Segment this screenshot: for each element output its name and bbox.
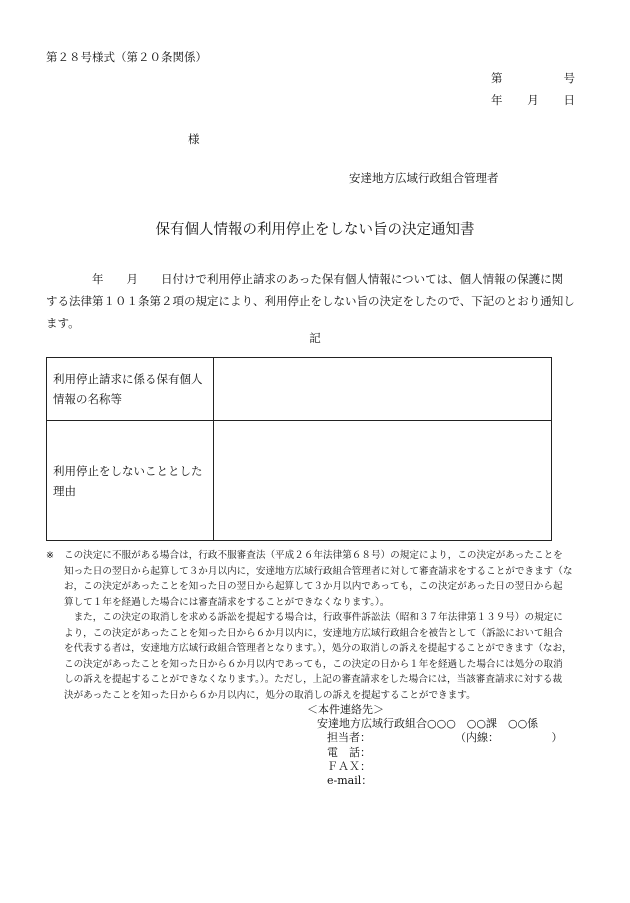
contact-phone-row [303,746,563,760]
sender-name: 安達地方広域行政組合管理者 [349,171,499,185]
row1-label-line1: 利用停止請求に係る保有個人 [53,372,203,386]
note-line: 決があったことを知った日から６か月以内に，処分の取消しの訴えを提起することができます。 [64,689,476,701]
row1-value[interactable] [214,358,552,421]
note-text: この決定に不服がある場合は，行政不服審査法（平成２６年法律第６８号）の規定により，この決定があったことを [64,550,563,561]
row2-label-line1: 利用停止をしないこととした [53,463,203,478]
contact-block [303,703,563,788]
body-paragraph [46,268,586,334]
contact-email-row [303,774,563,788]
note-line: を代表する者は，安達地方広域行政組合管理者となります。），処分の取消しの訴えを提起することができます（なお， [64,643,572,654]
document-number [491,70,575,86]
note-line [46,548,591,564]
fax-label: ＦＡＸ： [327,759,371,773]
table-row [47,358,552,421]
notes-section [46,548,591,703]
issue-date [491,92,575,108]
doc-number-label: 第 [491,71,503,85]
body-line: ます。 [46,316,80,330]
contact-person-row [303,731,563,745]
person-label: 担当者： [327,731,371,745]
phone-label: 電 話： [327,745,371,759]
contact-org: 安達地方広域行政組合○○○ ○○課 ○○係 [317,717,539,731]
note-line: 知った日の翌日から起算して３か月以内に，安達地方広域行政組合管理者に対して審査請求をすることができます（な [64,565,573,577]
row2-label-line2: 理由 [53,483,76,498]
body-line: する法律第１０１条第２項の規定により、利用停止をしない旨の決定をしたので、下記のとおり通知し [46,294,575,308]
email-label: e-mail： [327,774,373,788]
ki-heading: 記 [309,331,321,345]
row2-label [47,421,214,541]
contact-heading: ＜本件連絡先＞ [307,703,384,716]
document-title: 保有個人情報の利用停止をしない旨の決定通知書 [155,222,475,238]
row1-label-line2: 情報の名称等 [53,392,122,406]
note-line: しの訴えを提起することができなくなります。）。ただし，上記の審査請求をした場合には，当該審査請求に対する裁 [64,674,563,685]
note-line: この決定があったことを知った日から６か月以内であっても，この決定の日から１年を経過した場合には処分の取消 [64,658,563,670]
row2-value[interactable] [214,421,552,541]
date-month: 月 [527,93,539,107]
note-line: お，この決定があったことを知った日の翌日から起算して３か月以内であっても，この決定があった日の翌日から起 [64,581,563,592]
note-mark: ※ [46,550,55,561]
date-day: 日 [563,93,575,107]
note-line: より，この決定があったことを知った日から６か月以内に，安達地方広域行政組合を被告として（訴訟において組合 [64,627,563,639]
doc-number-suffix: 号 [563,71,575,85]
date-year: 年 [491,93,503,107]
details-table [46,357,552,541]
row1-label [47,358,214,421]
ext-end: ） [551,731,563,745]
body-line: 年 月 日付けで利用停止請求のあった保有個人情報については、個人情報の保護に関 [46,272,564,286]
recipient-honorific: 様 [188,132,200,146]
note-line: 算して１年を経過した場合には審査請求をすることができなくなります。）。 [64,596,390,608]
ext-label: （内線： [455,731,494,745]
form-number: 第２８号様式（第２０条関係） [46,50,207,64]
note-line: また，この決定の取消しを求める訴訟を提起する場合は，行政事件訴訟法（昭和３７年法律第１３９号）の規定に [64,612,563,623]
contact-fax-row [303,760,563,774]
table-row [47,421,552,541]
